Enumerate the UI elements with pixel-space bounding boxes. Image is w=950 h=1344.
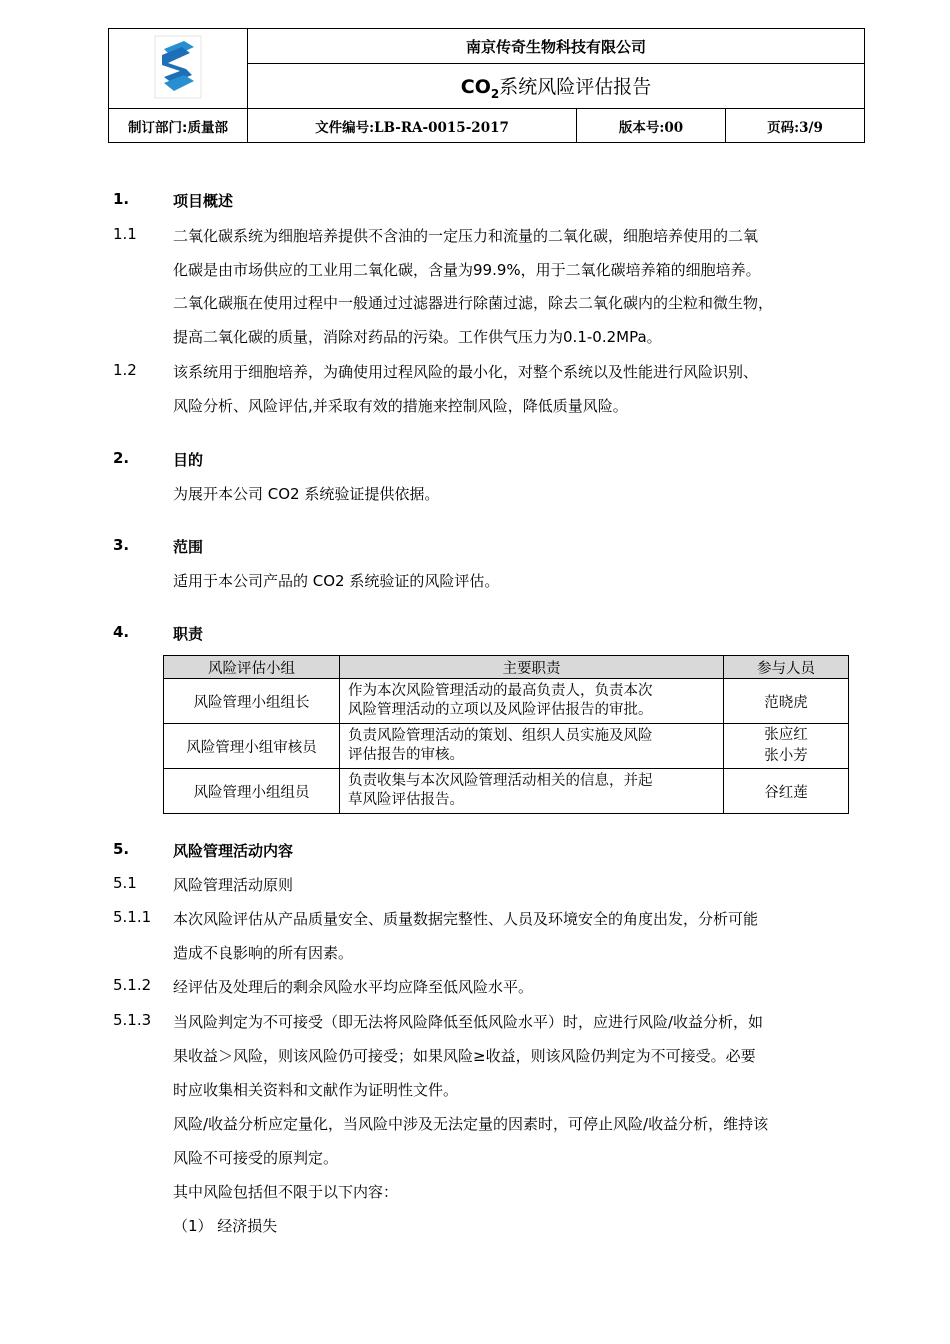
para-text: 提高二氧化碳的质量，消除对药品的污染。工作供气压力为0.1-0.2MPa。 [173,328,662,346]
para-text: 风险/收益分析应定量化，当风险中涉及无法定量的因素时，可停止风险/收益分析，维持该 [173,1115,769,1133]
table-row [164,679,849,724]
table-row [164,769,849,814]
para-number: 5.1.1 [113,908,152,926]
section-number: 2. [113,449,130,467]
para-text: 该系统用于细胞培养，为确使用过程风险的最小化，对整个系统以及性能进行风险识别、 [173,363,759,381]
para-number: 1.2 [113,361,137,379]
responsibility-table [163,655,849,814]
para-text: 当风险判定为不可接受（即无法将风险降低至低风险水平）时，应进行风险/收益分析，如 [173,1013,764,1031]
para-text: 风险分析、风险评估,并采取有效的措施来控制风险，降低质量风险。 [173,397,628,415]
section-title: 范围 [173,538,204,556]
para-number: 5.1.3 [113,1011,152,1029]
duty-line: 负责收集与本次风险管理活动相关的信息，并起 [348,773,653,789]
section-number: 1. [113,190,130,208]
para-text: 经评估及处理后的剩余风险水平均应降至低风险水平。 [173,978,534,996]
member-cell: 谷红莲 [724,769,849,814]
para-text: 适用于本公司产品的 CO2 系统验证的风险评估。 [173,572,500,590]
doc-no-cell [248,109,577,143]
para-text: 为展开本公司 CO2 系统验证提供依据。 [173,485,440,503]
duty-line: 作为本次风险管理活动的最高负责人，负责本次 [348,683,653,699]
duty-line: 风险管理活动的立项以及风险评估报告的审批。 [348,702,653,718]
section-number: 3. [113,536,130,554]
report-title [248,64,865,109]
para-text: 风险管理活动原则 [173,876,294,894]
section-title: 项目概述 [173,192,234,210]
col-header-members: 参与人员 [724,656,849,679]
para-number: 1.1 [113,225,137,243]
duty-line: 负责风险管理活动的策划、组织人员实施及风险 [348,728,653,744]
duty-line: 草风险评估报告。 [348,792,464,808]
role-cell: 风险管理小组组长 [164,679,340,724]
title-subscript: 2 [490,86,500,101]
company-logo-cell [109,29,248,109]
version-cell [577,109,726,143]
member-name: 张应红 [764,727,808,743]
section-number: 5. [113,840,130,858]
member-name: 张小芳 [764,748,808,764]
page-cell [726,109,865,143]
dept-label: 制订部门:质量部 [128,119,228,136]
section-title: 目的 [173,451,204,469]
para-text: 本次风险评估从产品质量安全、质量数据完整性、人员及环境安全的角度出发，分析可能 [173,910,759,928]
doc-no-label: 文件编号:LB-RA-0015-2017 [315,119,509,136]
col-header-duty: 主要职责 [340,656,724,679]
role-cell: 风险管理小组组员 [164,769,340,814]
member-cell [724,724,849,769]
company-logo-icon [154,35,202,99]
duty-cell [340,679,724,724]
role-cell: 风险管理小组审核员 [164,724,340,769]
section-title: 职责 [173,625,204,643]
duty-cell [340,724,724,769]
document-header [108,28,865,143]
para-number: 5.1 [113,874,137,892]
para-text: （1） 经济损失 [173,1217,278,1235]
para-text: 时应收集相关资料和文献作为证明性文件。 [173,1081,459,1099]
title-co: CO [460,75,491,98]
dept-cell [109,109,248,143]
para-text: 化碳是由市场供应的工业用二氧化碳，含量为99.9%，用于二氧化碳培养箱的细胞培养。 [173,261,761,279]
duty-cell [340,769,724,814]
para-text: 二氧化碳瓶在使用过程中一般通过过滤器进行除菌过滤，除去二氧化碳内的尘粒和微生物， [173,294,774,312]
section-number: 4. [113,623,130,641]
version-label: 版本号:00 [618,119,684,136]
company-name: 南京传奇生物科技有限公司 [248,29,865,64]
table-header-row [164,656,849,679]
para-text: 果收益＞风险，则该风险仍可接受；如果风险≥收益，则该风险仍判定为不可接受。必要 [173,1047,756,1065]
page-label: 页码:3/9 [767,119,823,136]
table-row [164,724,849,769]
section-title: 风险管理活动内容 [173,842,294,860]
para-text: 造成不良影响的所有因素。 [173,944,354,962]
col-header-team: 风险评估小组 [164,656,340,679]
para-text: 风险不可接受的原判定。 [173,1149,339,1167]
title-rest: 系统风险评估报告 [499,75,652,98]
duty-line: 评估报告的审核。 [348,747,464,763]
member-cell: 范晓虎 [724,679,849,724]
para-text: 其中风险包括但不限于以下内容： [173,1183,399,1201]
para-text: 二氧化碳系统为细胞培养提供不含油的一定压力和流量的二氧化碳，细胞培养使用的二氧 [173,227,759,245]
para-number: 5.1.2 [113,976,152,994]
